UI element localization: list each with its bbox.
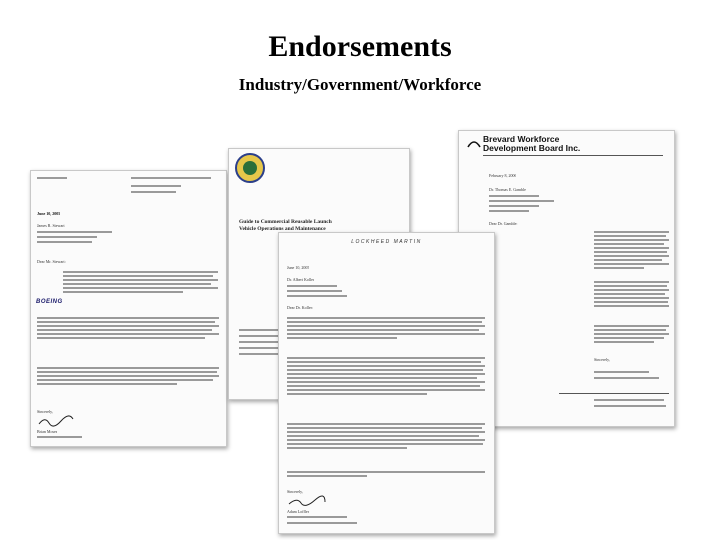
letter-paragraph (287, 423, 485, 451)
workforce-logo-icon (467, 137, 481, 149)
letter-date: June 10, 2005 (37, 211, 61, 216)
boeing-logo: BOEING (36, 299, 63, 305)
letterhead-line (131, 177, 211, 179)
letter-date: June 10, 2005 (287, 265, 310, 270)
letter-closing: Sincerely, (37, 409, 53, 414)
letter-paragraph (594, 231, 669, 271)
slide-subtitle: Industry/Government/Workforce (238, 75, 482, 94)
letterhead-line (37, 177, 67, 179)
signature-image (287, 495, 327, 507)
footer-line (594, 405, 666, 407)
lockheed-letter (278, 232, 495, 534)
workforce-name (483, 135, 580, 153)
letter-recipient: Dr. Thomas E. Gamble (489, 187, 526, 192)
signer-line (594, 371, 649, 373)
signature-image (37, 415, 77, 427)
letter-date: February 8, 2006 (489, 173, 517, 178)
letter-recipient: Dr. Albert Koller (287, 277, 315, 282)
letter-salutation: Dear Dr. Koller: (287, 305, 314, 310)
letter-paragraph (287, 357, 485, 397)
letter-paragraph (287, 471, 485, 479)
faa-seal-icon (235, 153, 265, 183)
address-line (489, 210, 529, 212)
address-line (489, 205, 539, 207)
address-line (287, 295, 347, 297)
letter-paragraph (594, 325, 669, 345)
letter-salutation: Dear Dr. Gamble: (489, 221, 518, 226)
letter-closing: Sincerely, (287, 489, 303, 494)
letter-paragraph (63, 271, 218, 295)
letter-paragraph (594, 281, 669, 309)
letter-closing: Sincerely, (594, 357, 610, 362)
letter-salutation: Dear Mr. Stewart: (37, 259, 66, 264)
address-line (287, 290, 342, 292)
slide-title: Endorsements (268, 30, 452, 63)
address-line (287, 285, 337, 287)
signer-title-line (287, 522, 357, 524)
footer-rule (559, 393, 669, 394)
address-line (37, 231, 112, 233)
letter-signer: Brian Moses (37, 429, 58, 434)
signer-title-line (594, 377, 659, 379)
lockheed-logo: LOCKHEED MARTIN (351, 239, 422, 245)
signer-title-line (37, 436, 82, 438)
letterhead-rule (483, 155, 663, 156)
letterhead-line (131, 191, 176, 193)
address-line (489, 200, 554, 202)
boeing-letter (30, 170, 227, 447)
address-line (37, 236, 97, 238)
letterhead-line (131, 185, 181, 187)
guide-title: Guide to Commercial Reusable Launch Vehicle Operations and Maintenance (239, 219, 332, 232)
workforce-name-line1: Brevard Workforce (483, 134, 560, 144)
letter-signer: Adam Loffler (287, 509, 310, 514)
workforce-name-line2: Development Board Inc. (483, 143, 581, 153)
footer-line (594, 399, 664, 401)
letter-paragraph (37, 367, 219, 387)
letter-paragraph (37, 317, 219, 341)
letter-paragraph (287, 317, 485, 341)
address-line (37, 241, 92, 243)
address-line (489, 195, 539, 197)
signer-title-line (287, 516, 347, 518)
letter-recipient: James R. Stewart (37, 223, 65, 228)
